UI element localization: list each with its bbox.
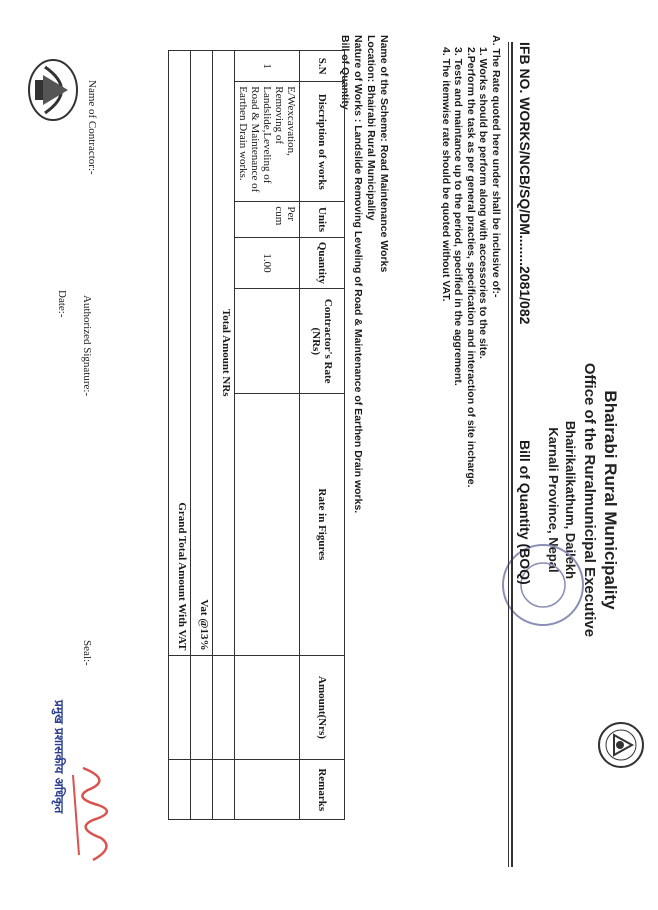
date-field: Date:- bbox=[56, 290, 68, 318]
office-address: Bhairikalikathum, Dailekh bbox=[563, 420, 578, 580]
municipality-name: Bhairabi Rural Municipality bbox=[601, 390, 620, 610]
col-units: Units bbox=[300, 202, 345, 237]
total-remarks bbox=[213, 760, 235, 820]
note-item: 2.Perform the task as per general practies, specification and interaction of site incharge. bbox=[465, 47, 477, 488]
note-item: 4. The itemwise rate should be quoted without VAT. bbox=[440, 47, 452, 302]
grand-total-label: Grand Total Amount With VAT bbox=[169, 51, 191, 656]
ifb-number: IFB NO. WORKS/NCB/SQ/DM........2081/082 bbox=[517, 42, 533, 325]
grand-total-amount bbox=[169, 655, 191, 760]
notes-intro: A. The Rate quoted here under shall be inclusive of:- bbox=[490, 35, 502, 298]
col-description: Discription of works bbox=[300, 82, 345, 202]
note-item: 3. Tests and maintance up to the period, specified in the aggrement. bbox=[452, 47, 465, 386]
rate-notes bbox=[440, 35, 503, 488]
total-amount bbox=[213, 655, 235, 760]
contractor-name-field: Name of Contractor:- bbox=[86, 80, 98, 175]
table-header-row bbox=[300, 51, 345, 820]
header-rule bbox=[511, 42, 513, 867]
col-rate-figures: Rate in Figures bbox=[300, 394, 345, 655]
cell-units: Per cum bbox=[235, 202, 300, 237]
col-sn: S.N bbox=[300, 51, 345, 82]
province-name: Karnali Province, Nepal bbox=[546, 427, 561, 573]
signature-mark bbox=[63, 760, 123, 870]
col-quantity: Quantity bbox=[300, 237, 345, 289]
municipality-logo-icon bbox=[596, 720, 646, 770]
seal-field: Seal:- bbox=[81, 640, 93, 666]
vat-amount bbox=[191, 655, 213, 760]
grand-total-remarks bbox=[169, 760, 191, 820]
cell-sn: 1 bbox=[235, 51, 300, 82]
scheme-info bbox=[338, 35, 390, 513]
total-row bbox=[213, 51, 235, 820]
office-name: Office of the Ruralmunicipal Executive bbox=[581, 362, 598, 638]
doc-title: Bill of Quantity (BOQ) bbox=[517, 440, 533, 585]
col-amount: Amount(Nrs) bbox=[300, 655, 345, 760]
boq-label: Bill of Quantity bbox=[339, 35, 351, 110]
vat-row bbox=[191, 51, 213, 820]
cell-rate bbox=[235, 289, 300, 394]
cell-rate-figures bbox=[235, 394, 300, 655]
cell-description: E/Wexcavation, Removing of Landslide,Leveling of Road & Maintenance of Earthen Drain works. bbox=[235, 82, 300, 202]
scheme-name: Name of the Scheme: Road Maintenance Works bbox=[378, 35, 390, 273]
boq-table bbox=[168, 50, 345, 820]
vat-label: Vat @13% bbox=[191, 51, 213, 656]
note-item: 1. Works should be perform along with accessories to the site. bbox=[477, 47, 490, 359]
nepal-emblem-icon bbox=[23, 55, 83, 125]
cell-remarks bbox=[235, 760, 300, 820]
authorized-signature-field: Authorized Signature:- bbox=[81, 295, 93, 397]
cell-amount bbox=[235, 655, 300, 760]
grand-total-row bbox=[169, 51, 191, 820]
officer-stamp-text: प्रमुख प्रशासकीय अधिकृत bbox=[52, 700, 66, 814]
cell-quantity: 1.00 bbox=[235, 237, 300, 289]
table-row bbox=[235, 51, 300, 820]
scheme-location: Location: Bhairabi Rural Municipality bbox=[365, 35, 377, 221]
vat-remarks bbox=[191, 760, 213, 820]
total-label: Total Amount NRs bbox=[213, 51, 235, 656]
col-remarks: Remarks bbox=[300, 760, 345, 820]
work-nature: Nature of Works : Landslide Removing Leveling of Road & Maintenance of Earthen Drain works. bbox=[352, 35, 364, 514]
header-rule bbox=[508, 42, 509, 867]
col-rate: Contractor's Rate (NRs) bbox=[300, 289, 345, 394]
